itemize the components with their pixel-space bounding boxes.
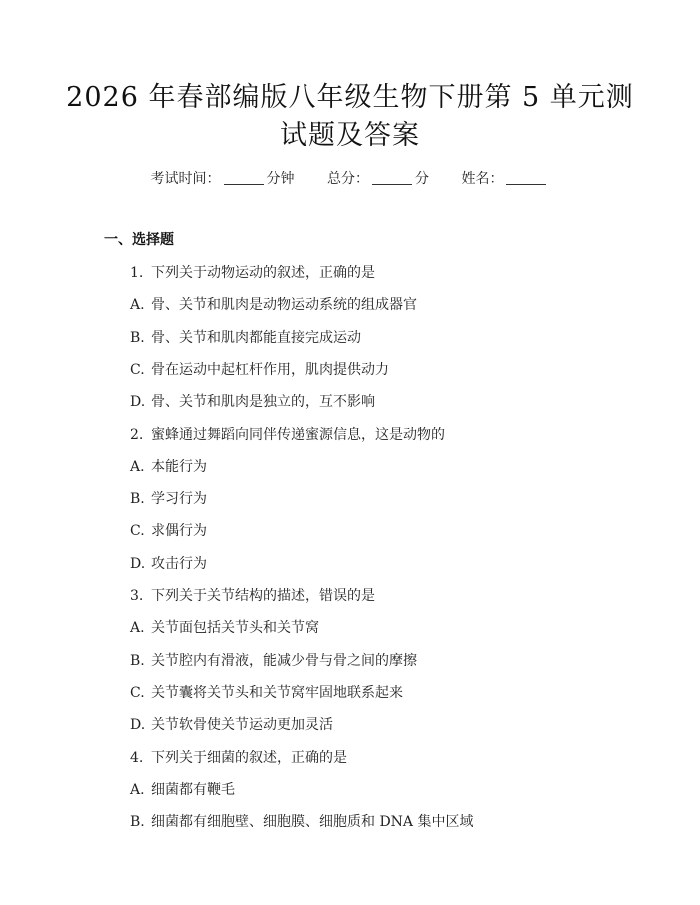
question-number: 1. bbox=[130, 265, 144, 281]
answer-option bbox=[130, 617, 319, 637]
option-text: 关节软骨使关节运动更加灵活 bbox=[151, 717, 333, 734]
student-name-field bbox=[461, 168, 549, 188]
answer-option bbox=[130, 359, 389, 379]
question-text: 蜜蜂通过舞蹈向同伴传递蜜源信息，这是动物的 bbox=[151, 426, 445, 443]
question-stem bbox=[130, 585, 375, 605]
exam-meta bbox=[0, 168, 700, 188]
total-score-label: 总分： bbox=[327, 171, 369, 187]
option-text: 骨、关节和肌肉都能直接完成运动 bbox=[151, 329, 361, 346]
question-number: 3. bbox=[130, 588, 144, 604]
total-score-blank bbox=[372, 170, 412, 185]
exam-time-blank bbox=[224, 170, 264, 185]
question-number: 2. bbox=[130, 426, 144, 443]
total-score-field bbox=[327, 168, 429, 188]
answer-option bbox=[130, 327, 361, 347]
question-text: 下列关于关节结构的描述，错误的是 bbox=[151, 588, 375, 604]
answer-option bbox=[130, 714, 333, 734]
question-stem bbox=[130, 747, 347, 767]
question-text: 下列关于细菌的叙述，正确的是 bbox=[151, 749, 347, 766]
option-letter: C. bbox=[130, 523, 145, 540]
option-letter: B. bbox=[130, 491, 145, 508]
student-name-blank bbox=[506, 170, 546, 185]
answer-option bbox=[130, 682, 403, 702]
document-title-line-1: 2026 年春部编版八年级生物下册第 5 单元测 bbox=[66, 82, 634, 113]
option-text: 骨、关节和肌肉是独立的，互不影响 bbox=[151, 394, 375, 411]
option-letter: A. bbox=[130, 297, 145, 314]
answer-option bbox=[130, 520, 207, 540]
exam-time-label: 考试时间： bbox=[150, 171, 221, 187]
answer-option bbox=[130, 294, 417, 314]
option-text: 攻击行为 bbox=[151, 555, 207, 572]
option-letter: B. bbox=[130, 329, 145, 346]
option-text: 细菌都有细胞壁、细胞膜、细胞质和 DNA 集中区域 bbox=[151, 814, 474, 831]
option-text: 关节腔内有滑液，能减少骨与骨之间的摩擦 bbox=[151, 652, 417, 669]
option-letter: D. bbox=[130, 717, 146, 734]
option-letter: C. bbox=[130, 361, 145, 378]
option-letter: D. bbox=[130, 555, 146, 572]
question-stem bbox=[130, 424, 445, 444]
option-text: 求偶行为 bbox=[151, 523, 207, 540]
answer-option bbox=[130, 779, 235, 799]
option-letter: A. bbox=[130, 781, 145, 798]
answer-option bbox=[130, 811, 473, 831]
option-letter: D. bbox=[130, 394, 146, 411]
total-score-unit: 分 bbox=[415, 171, 429, 187]
option-text: 本能行为 bbox=[151, 458, 207, 475]
exam-time-field bbox=[151, 168, 295, 188]
answer-option bbox=[130, 553, 207, 573]
option-letter: C. bbox=[130, 684, 145, 701]
answer-option bbox=[130, 488, 207, 508]
answer-option bbox=[130, 391, 375, 411]
exam-time-unit: 分钟 bbox=[266, 171, 295, 187]
option-text: 骨、关节和肌肉是动物运动系统的组成器官 bbox=[151, 297, 417, 314]
document-title-line-2: 试题及答案 bbox=[280, 120, 420, 151]
option-letter: B. bbox=[130, 652, 145, 669]
question-number: 4. bbox=[130, 749, 144, 766]
option-text: 关节面包括关节头和关节窝 bbox=[151, 620, 319, 637]
student-name-label: 姓名： bbox=[461, 171, 504, 187]
answer-option bbox=[130, 650, 417, 670]
option-text: 关节囊将关节头和关节窝牢固地联系起来 bbox=[151, 684, 403, 701]
question-stem bbox=[130, 262, 375, 282]
section-title: 一、选择题 bbox=[104, 232, 174, 248]
option-text: 学习行为 bbox=[151, 491, 207, 508]
answer-option bbox=[130, 456, 207, 476]
option-text: 骨在运动中起杠杆作用，肌肉提供动力 bbox=[151, 361, 389, 378]
option-letter: B. bbox=[130, 814, 145, 831]
option-text: 细菌都有鞭毛 bbox=[151, 781, 235, 798]
question-text: 下列关于动物运动的叙述，正确的是 bbox=[151, 265, 375, 281]
option-letter: A. bbox=[130, 620, 145, 637]
option-letter: A. bbox=[130, 458, 145, 475]
